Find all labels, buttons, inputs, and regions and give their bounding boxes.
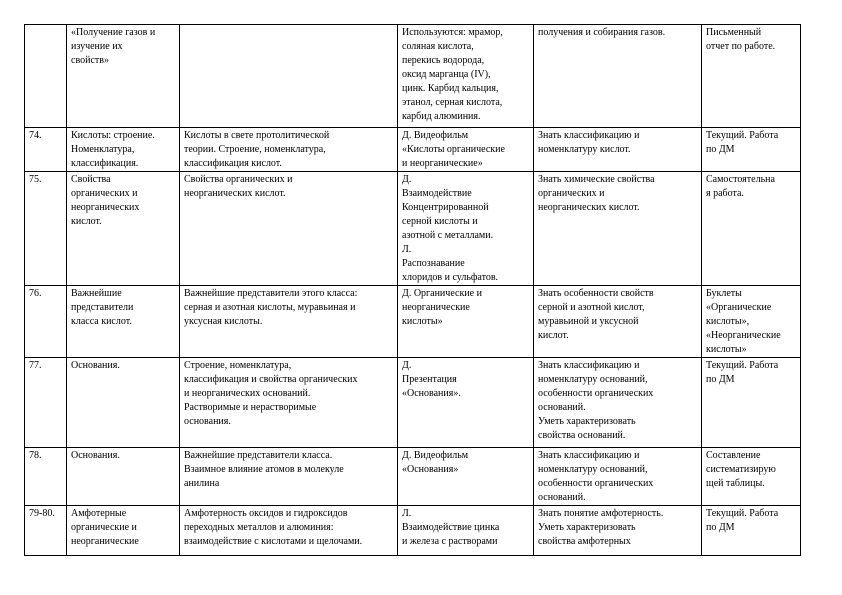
cell-text-line: Номенклатура, — [71, 144, 135, 155]
cell-text-line: серной и азотной кислот, — [538, 302, 645, 313]
cell-text-line: кислот. — [538, 330, 569, 341]
lesson-number-cell — [25, 286, 67, 358]
cell-text-line: Письменный — [706, 27, 762, 38]
cell-text-line: органических и — [538, 188, 605, 199]
cell-text-line: анилина — [184, 478, 220, 489]
cell-text-line: неорганических — [71, 202, 140, 213]
requirements-cell — [534, 358, 702, 448]
cell-text-line: номенклатуру оснований, — [538, 464, 648, 475]
cell-text-line: соляная кислота, — [402, 41, 474, 52]
cell-text-line: Знать понятие амфотерность. — [538, 508, 664, 519]
requirements-cell — [534, 448, 702, 506]
visual-aids-cell — [398, 172, 534, 286]
cell-text-line: по ДМ — [706, 374, 735, 385]
cell-text-line: Буклеты — [706, 288, 742, 299]
cell-text-line: оснований. — [538, 402, 586, 413]
cell-text-line: Д. Видеофильм — [402, 130, 469, 141]
cell-text-line: Д. — [402, 174, 412, 185]
cell-text-line: азотной с металлами. — [402, 230, 494, 241]
lesson-number-cell — [25, 172, 67, 286]
cell-text-line: Знать классификацию и — [538, 130, 640, 141]
requirements-cell — [534, 128, 702, 172]
lesson-topic-cell — [67, 172, 180, 286]
lesson-topic-cell — [67, 448, 180, 506]
cell-text-line: отчет по работе. — [706, 41, 776, 52]
visual-aids-cell — [398, 286, 534, 358]
cell-text-line: Важнейшие — [71, 288, 122, 299]
lesson-topic-cell — [67, 286, 180, 358]
cell-text-line: и железа с растворами — [402, 536, 498, 547]
cell-text-line: хлоридов и сульфатов. — [402, 272, 499, 283]
requirements-cell — [534, 25, 702, 128]
table-row — [25, 358, 801, 448]
content-cell — [180, 172, 398, 286]
cell-text-line: серной кислоты и — [402, 216, 478, 227]
cell-text-line: классификация кислот. — [184, 158, 282, 169]
table-row — [25, 448, 801, 506]
cell-text-line: Свойства органических и — [184, 174, 293, 185]
cell-text-line: переходных металлов и алюминия: — [184, 522, 334, 533]
cell-text-line: муравьиной и уксусной — [538, 316, 639, 327]
content-cell — [180, 448, 398, 506]
cell-text-line: Д. — [402, 360, 412, 371]
cell-text-line: номенклатуру оснований, — [538, 374, 648, 385]
cell-text-line: неорганических кислот. — [538, 202, 640, 213]
table-row — [25, 506, 801, 556]
cell-text-line: особенности органических — [538, 388, 654, 399]
cell-text-line: неорганические — [402, 302, 470, 313]
lesson-number-cell — [25, 506, 67, 556]
cell-text-line: «Неорганические — [706, 330, 781, 341]
cell-text-line: неорганических кислот. — [184, 188, 286, 199]
cell-text-line: Амфотерные — [71, 508, 127, 519]
cell-text-line: «Органические — [706, 302, 772, 313]
cell-text-line: этанол, серная кислота, — [402, 97, 503, 108]
control-form-cell — [702, 448, 801, 506]
cell-text-line: неорганические — [71, 536, 139, 547]
cell-text-line: Амфотерность оксидов и гидроксидов — [184, 508, 348, 519]
content-cell — [180, 286, 398, 358]
cell-text-line: Важнейшие представители этого класса: — [184, 288, 358, 299]
visual-aids-cell — [398, 25, 534, 128]
cell-text-line: свойства амфотерных — [538, 536, 631, 547]
lesson-topic-cell — [67, 358, 180, 448]
cell-text-line: Кислоты: строение. — [71, 130, 155, 141]
cell-text-line: «Основания». — [402, 388, 461, 399]
requirements-cell — [534, 286, 702, 358]
cell-text-line: и неорганических оснований. — [184, 388, 311, 399]
cell-text-line: Составление — [706, 450, 761, 461]
lesson-number-cell — [25, 358, 67, 448]
control-form-cell — [702, 506, 801, 556]
cell-text-line: кислоты» — [402, 316, 443, 327]
cell-text-line: класса кислот. — [71, 316, 132, 327]
cell-text-line: «Основания» — [402, 464, 459, 475]
cell-text-line: органические и — [71, 522, 137, 533]
content-cell — [180, 506, 398, 556]
cell-text-line: Самостоятельна — [706, 174, 775, 185]
cell-text-line: особенности органических — [538, 478, 654, 489]
cell-text-line: Текущий. Работа — [706, 130, 779, 141]
lesson-number: 74. — [29, 130, 42, 141]
cell-text-line: цинк. Карбид кальция, — [402, 83, 499, 94]
table-body — [25, 25, 801, 556]
cell-text-line: Знать классификацию и — [538, 360, 640, 371]
lesson-topic-cell — [67, 506, 180, 556]
cell-text-line: Основания. — [71, 360, 120, 371]
control-form-cell — [702, 358, 801, 448]
lesson-topic-cell — [67, 128, 180, 172]
cell-text-line: кислоты», — [706, 316, 750, 327]
content-cell — [180, 128, 398, 172]
content-cell — [180, 358, 398, 448]
cell-text-line: по ДМ — [706, 144, 735, 155]
cell-text-line: и неорганические» — [402, 158, 483, 169]
cell-text-line: кислоты» — [706, 344, 747, 355]
cell-text-line: Д. Органические и — [402, 288, 482, 299]
cell-text-line: по ДМ — [706, 522, 735, 533]
cell-text-line: представители — [71, 302, 134, 313]
cell-text-line: карбид алюминия. — [402, 111, 481, 122]
cell-text-line: свойств» — [71, 55, 109, 66]
cell-text-line: Взаимодействие — [402, 188, 472, 199]
cell-text-line: Взаимодействие цинка — [402, 522, 500, 533]
cell-text-line: взаимодействие с кислотами и щелочами. — [184, 536, 363, 547]
cell-text-line: классификация. — [71, 158, 139, 169]
cell-text-line: щей таблицы. — [706, 478, 765, 489]
content-cell — [180, 25, 398, 128]
control-form-cell — [702, 25, 801, 128]
cell-text-line: Д. Видеофильм — [402, 450, 469, 461]
visual-aids-cell — [398, 506, 534, 556]
cell-text-line: основания. — [184, 416, 231, 427]
lesson-number-cell — [25, 25, 67, 128]
cell-text-line: Л. — [402, 244, 412, 255]
cell-text-line: Знать химические свойства — [538, 174, 655, 185]
cell-text-line: Концентрированной — [402, 202, 489, 213]
table-row — [25, 172, 801, 286]
lesson-number-cell — [25, 448, 67, 506]
cell-text-line: свойства оснований. — [538, 430, 626, 441]
cell-text-line: кислот. — [71, 216, 102, 227]
cell-text-line: классификация и свойства органических — [184, 374, 358, 385]
lesson-number: 75. — [29, 174, 42, 185]
cell-text-line: Уметь характеризовать — [538, 522, 636, 533]
control-form-cell — [702, 128, 801, 172]
curriculum-table — [24, 24, 801, 556]
cell-text-line: серная и азотная кислоты, муравьиная и — [184, 302, 356, 313]
cell-text-line: я работа. — [706, 188, 744, 199]
lesson-number: 77. — [29, 360, 42, 371]
lesson-number-cell — [25, 128, 67, 172]
cell-text-line: Основания. — [71, 450, 120, 461]
control-form-cell — [702, 172, 801, 286]
cell-text-line: Текущий. Работа — [706, 508, 779, 519]
lesson-number: 76. — [29, 288, 42, 299]
cell-text-line: изучение их — [71, 41, 123, 52]
lesson-number: 79-80. — [29, 508, 55, 519]
cell-text-line: Распознавание — [402, 258, 465, 269]
table-row — [25, 286, 801, 358]
cell-text-line: номенклатуру кислот. — [538, 144, 631, 155]
cell-text-line: Используются: мрамор, — [402, 27, 503, 38]
requirements-cell — [534, 172, 702, 286]
cell-text-line: Уметь характеризовать — [538, 416, 636, 427]
cell-text-line: «Кислоты органические — [402, 144, 505, 155]
visual-aids-cell — [398, 358, 534, 448]
cell-text-line: Кислоты в свете протолитической — [184, 130, 330, 141]
cell-text-line: оксид марганца (IV), — [402, 69, 491, 80]
cell-text-line: систематизирую — [706, 464, 776, 475]
lesson-topic-cell — [67, 25, 180, 128]
table-row — [25, 128, 801, 172]
requirements-cell — [534, 506, 702, 556]
cell-text-line: Презентация — [402, 374, 457, 385]
cell-text-line: Важнейшие представители класса. — [184, 450, 333, 461]
cell-text-line: Л. — [402, 508, 412, 519]
cell-text-line: оснований. — [538, 492, 586, 503]
cell-text-line: получения и собирания газов. — [538, 27, 666, 38]
cell-text-line: Знать особенности свойств — [538, 288, 654, 299]
cell-text-line: Растворимые и нерастворимые — [184, 402, 317, 413]
cell-text-line: Свойства — [71, 174, 111, 185]
cell-text-line: Строение, номенклатура, — [184, 360, 292, 371]
cell-text-line: Знать классификацию и — [538, 450, 640, 461]
visual-aids-cell — [398, 448, 534, 506]
lesson-number: 78. — [29, 450, 42, 461]
cell-text-line: органических и — [71, 188, 138, 199]
curriculum-table-page — [24, 24, 800, 556]
cell-text-line: уксусная кислоты. — [184, 316, 263, 327]
control-form-cell — [702, 286, 801, 358]
cell-text-line: Текущий. Работа — [706, 360, 779, 371]
cell-text-line: теории. Строение, номенклатура, — [184, 144, 326, 155]
cell-text-line: «Получение газов и — [71, 27, 156, 38]
cell-text-line: перекись водорода, — [402, 55, 485, 66]
table-row — [25, 25, 801, 128]
visual-aids-cell — [398, 128, 534, 172]
cell-text-line: Взаимное влияние атомов в молекуле — [184, 464, 344, 475]
